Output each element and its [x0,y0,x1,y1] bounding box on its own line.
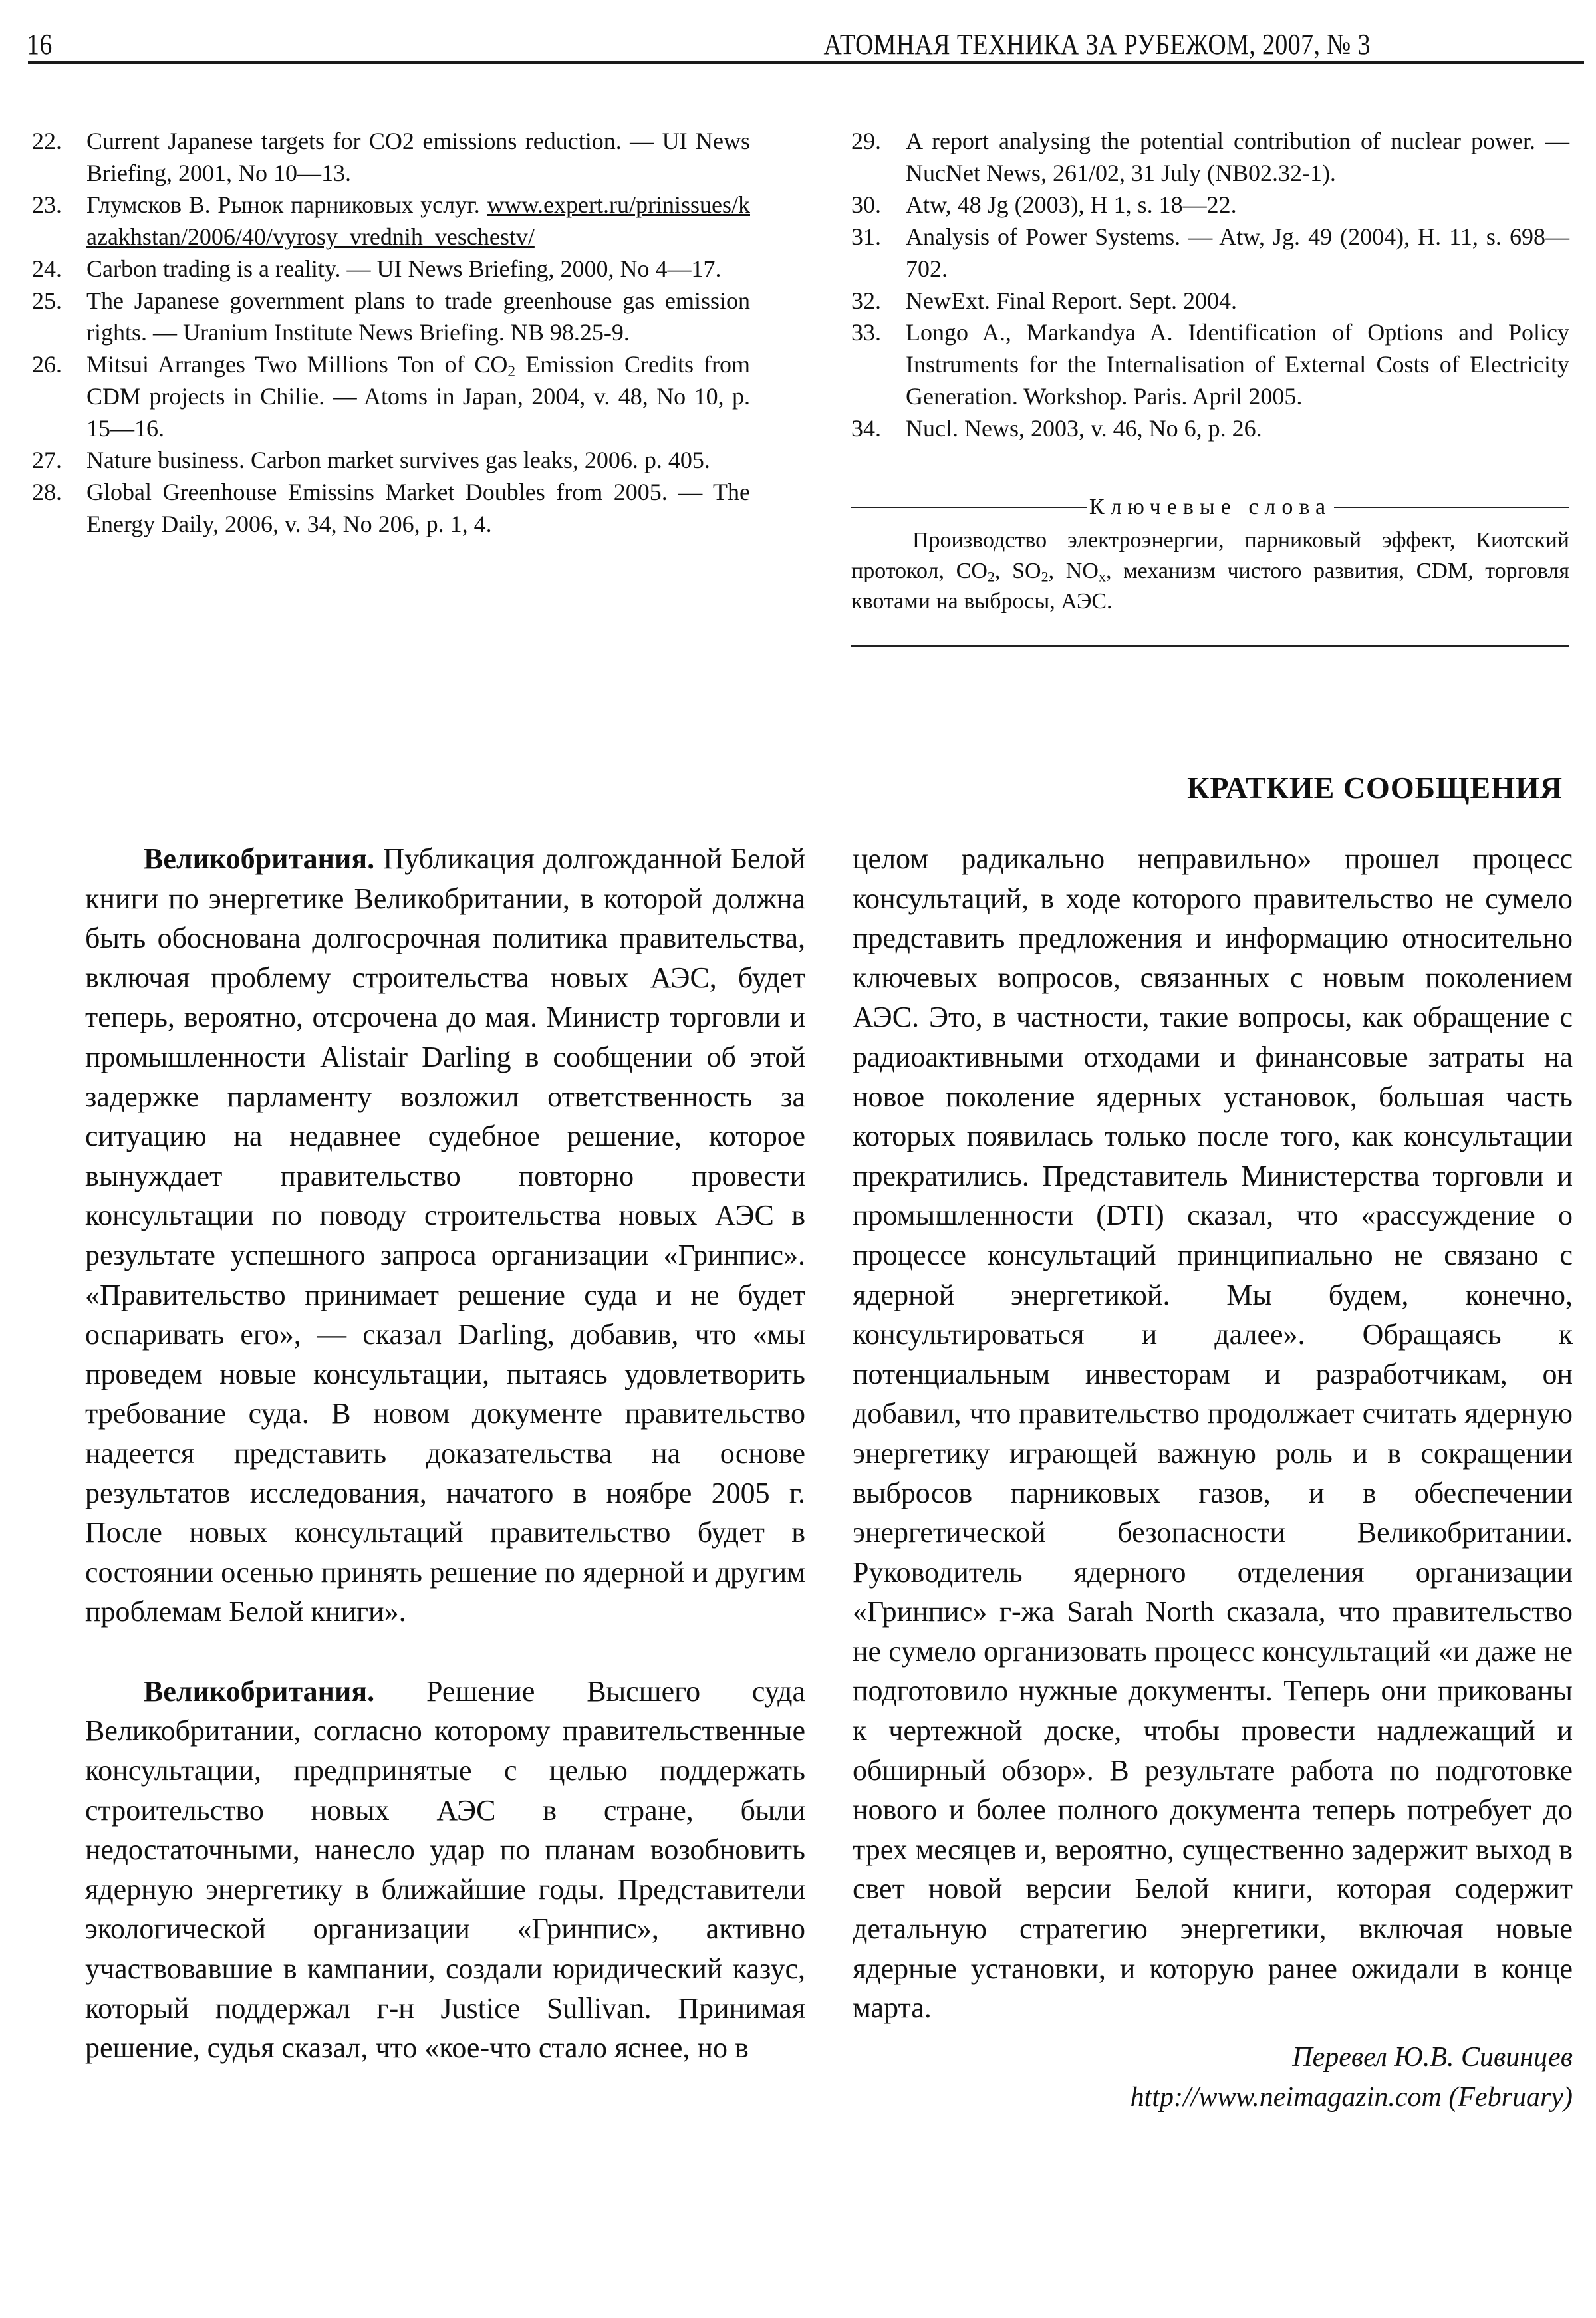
reference-item [32,476,750,540]
reference-number: 34. [851,415,881,442]
keywords-text [851,525,1569,617]
body-column-left [85,839,805,2068]
reference-text: NewExt. Final Report. Sept. 2004. [906,287,1237,314]
keywords-text-part: Производство электроэнергии, парниковый эффект, Киотский протокол, CO [851,528,1569,583]
reference-number: 25. [32,287,62,314]
article-text: Публикация долгожданной Белой книги по энергетике Великобритании, в которой должна быть обоснована долгосрочная политика правительства, включая проблему строительства новых АЭС, будет теперь, вероятно, отсрочена до мая. Министр торговли и промышленности Alistair Darling в сообщении об этой задержке парламенту возложил ответственность за ситуацию на недавнее судебное решение, которое вынуждает правительство повторно провести консультации по поводу строительства новых АЭС в результате успешного запроса организации «Гринпис». «Правительство принимает решение суда и не будет оспаривать его», — сказал Darling, добавив, что «мы проведем новые консультации, пытаясь удовлетворить требование суда. В новом документе правительство надеется представить доказательства на основе результатов исследования, начатого в ноябре 2005 г. После новых консультаций правительство будет в состоянии осенью принять решение по ядерной и другим проблемам Белой книги». [85,842,805,1628]
keywords-block [851,492,1569,647]
subscript: x [1098,568,1106,585]
keywords-title: Ключевые слова [1089,495,1332,519]
reference-item [32,189,750,253]
article-paragraph [85,1672,805,2068]
body-column-right [853,839,1573,2117]
reference-item [851,317,1569,412]
reference-number: 24. [32,255,62,282]
reference-text: Analysis of Power Systems. — Atw, Jg. 49 (2004), H. 11, s. 698—702. [906,223,1569,282]
reference-item [851,412,1569,444]
reference-link[interactable]: www.expert.ru/prinissues/kazakhstan/2006/40/vyrosy_vrednih_veschestv/ [86,192,750,250]
running-header [27,20,1565,61]
keywords-rule-left [851,507,1087,508]
translator-credit: Перевел Ю.В. Сивинцев [1292,2041,1573,2073]
reference-text: Atw, 48 Jg (2003), H 1, s. 18—22. [906,192,1237,218]
article-lead: Великобритания. [144,1674,375,1708]
reference-item [32,444,750,476]
keywords-text-part: , механизм чистого развития, CDM, торговля квотами на выбросы, АЭС. [851,559,1569,614]
reference-number: 32. [851,287,881,314]
references-list-left [32,125,750,540]
article-paragraph [85,839,805,1632]
article-paragraph-continuation: целом радикально неправильно» прошел процесс консультаций, в ходе которого правительство не сумело представить предложения и информацию относительно ключевых вопросов, связанных с новым поколением АЭС. Это, в частности, такие вопросы, как обращение с радиоактивными отходами и финансовые затраты на новое поколение ядерных установок, большая часть которых появилась только после того, как консультации прекратились. Представитель Министерства торговли и промышленности (DTI) сказал, что «рассуждение о процессе консультаций принципиально не связано с ядерной энергетикой. Мы будем, конечно, консультироваться и далее». Обращаясь к потенциальным инвесторам и разработчикам, он добавил, что правительство продолжает считать ядерную энергетику играющей важную роль и в сокращении выбросов парниковых газов, и в обеспечении энергетической безопасности Великобритании. Руководитель ядерного отделения организации «Гринпис» г-жа Sarah North сказала, что правительство не сумело организовать процесс консультаций «и даже не подготовило нужные документы. Теперь они прикованы к чертежной доске, чтобы провести надлежащий и обширный обзор». В результате работа по подготовке нового и более полного документа теперь потребует до трех месяцев и, вероятно, существенно задержит выход в свет новой версии Белой книги, которая содержит детальную стратегию энергетики, включая новые ядерные установки, и которую ранее ожидали в конце марта. [853,842,1573,2025]
reference-number: 26. [32,351,62,378]
reference-item [32,253,750,285]
reference-text-part: Emission Credits from CDM projects in Chilie. — Atoms in Japan, 2004, v. 48, No 10, p. 15—16. [86,351,750,442]
source-link[interactable]: http://www.neimagazin.com (February) [1130,2081,1573,2113]
references-list-right [851,125,1569,444]
article-text: Решение Высшего суда Великобритании, согласно которому правительственные консультации, предпринятые с целью поддержать строительство новых АЭС в стране, были недостаточными, нанесло удар по планам возобновить ядерную энергетику в ближайшие годы. Представители экологической организации «Гринпис», активно участвовавшие в кампании, создали юридический казус, который поддержал г-н Justice Sullivan. Принимая решение, судья сказал, что «кое-что стало яснее, но в [85,1674,805,2065]
reference-text [86,348,750,444]
reference-number: 27. [32,447,62,473]
reference-item [851,221,1569,285]
header-rule [28,61,1584,64]
reference-text: Current Japanese targets for CO2 emissions reduction. — UI News Briefing, 2001, No 10—13. [86,128,750,186]
section-heading: КРАТКИЕ СООБЩЕНИЯ [1187,771,1563,805]
subscript: 2 [987,568,995,585]
reference-number: 33. [851,319,881,346]
reference-number: 22. [32,128,62,154]
reference-item [851,125,1569,189]
reference-text: Global Greenhouse Emissins Market Doubles from 2005. — The Energy Daily, 2006, v. 34, No 206, p. 1, 4. [86,479,750,537]
reference-item [32,285,750,348]
reference-number: 28. [32,479,62,505]
reference-item [32,125,750,189]
reference-text: Nucl. News, 2003, v. 46, No 6, p. 26. [906,415,1262,442]
reference-text: The Japanese government plans to trade greenhouse gas emission rights. — Uranium Institute News Briefing. NB 98.25-9. [86,287,750,346]
reference-text: Longo A., Markandya A. Identification of Options and Policy Instruments for the Internalisation of External Costs of Electricity Generation. Workshop. Paris. April 2005. [906,319,1569,410]
reference-text-part: Глумсков В. Рынок парниковых услуг. [86,192,487,218]
reference-number: 30. [851,192,881,218]
reference-number: 29. [851,128,881,154]
reference-text [86,189,750,253]
reference-number: 23. [32,192,62,218]
keywords-bottom-rule [851,645,1569,647]
keywords-text-part: , NO [1048,559,1099,583]
keywords-rule-right [1334,507,1569,508]
page-number: 16 [27,28,53,61]
reference-text: Nature business. Carbon market survives gas leaks, 2006. p. 405. [86,447,710,473]
reference-item [851,285,1569,317]
article-lead: Великобритания. [144,842,375,875]
reference-text: Carbon trading is a reality. — UI News Briefing, 2000, No 4—17. [86,255,722,282]
subscript: 2 [507,362,516,380]
reference-number: 31. [851,223,881,250]
subscript: 2 [1041,568,1049,585]
reference-text: A report analysing the potential contribution of nuclear power. — NucNet News, 261/02, 31 July (NB02.32-1). [906,128,1569,186]
reference-item [32,348,750,444]
reference-text-part: Mitsui Arranges Two Millions Ton of CO [86,351,508,378]
journal-title: АТОМНАЯ ТЕХНИКА ЗА РУБЕЖОМ, 2007, № 3 [823,28,1371,61]
keywords-text-part: , SO [994,559,1041,583]
keywords-title-row [851,492,1569,523]
reference-item [851,189,1569,221]
